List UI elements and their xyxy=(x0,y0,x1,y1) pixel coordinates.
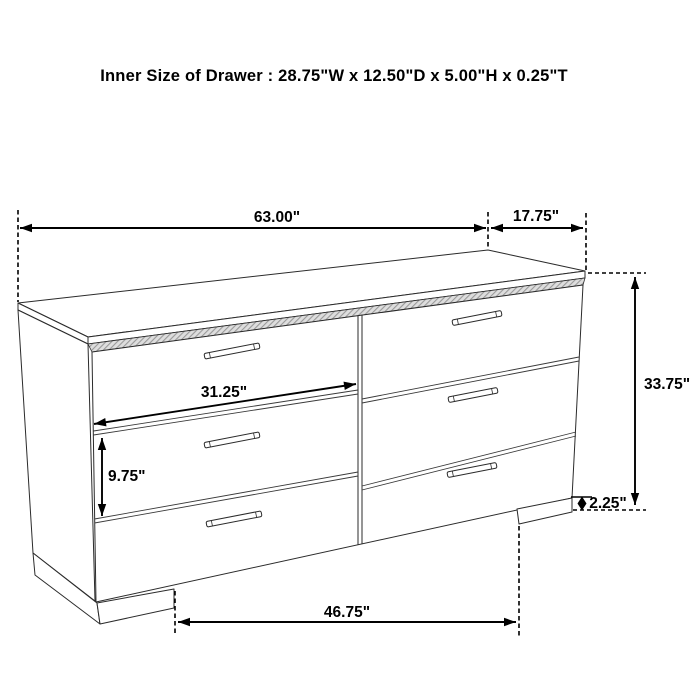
diagram-title: Inner Size of Drawer : 28.75"W x 12.50"D x 5.00"H x 0.25"T xyxy=(100,67,568,85)
dimension-label-base-height: 2.25" xyxy=(589,495,627,512)
dresser-illustration xyxy=(18,250,585,624)
dresser-left-side-panel xyxy=(18,310,95,601)
dimension-label-overall-depth: 17.75" xyxy=(512,208,560,225)
dimension-overall-depth xyxy=(491,208,583,228)
dimension-label-base-span: 46.75" xyxy=(323,604,371,621)
dimension-label-overall-height: 33.75" xyxy=(644,376,691,393)
dimension-overall-height xyxy=(635,277,690,505)
dimension-label-drawer-height: 9.75" xyxy=(108,468,146,485)
dimension-base-span xyxy=(178,604,516,622)
dimension-label-drawer-width: 31.25" xyxy=(200,384,248,401)
dimension-label-overall-width: 63.00" xyxy=(253,209,301,226)
dimension-overall-width xyxy=(20,209,486,228)
